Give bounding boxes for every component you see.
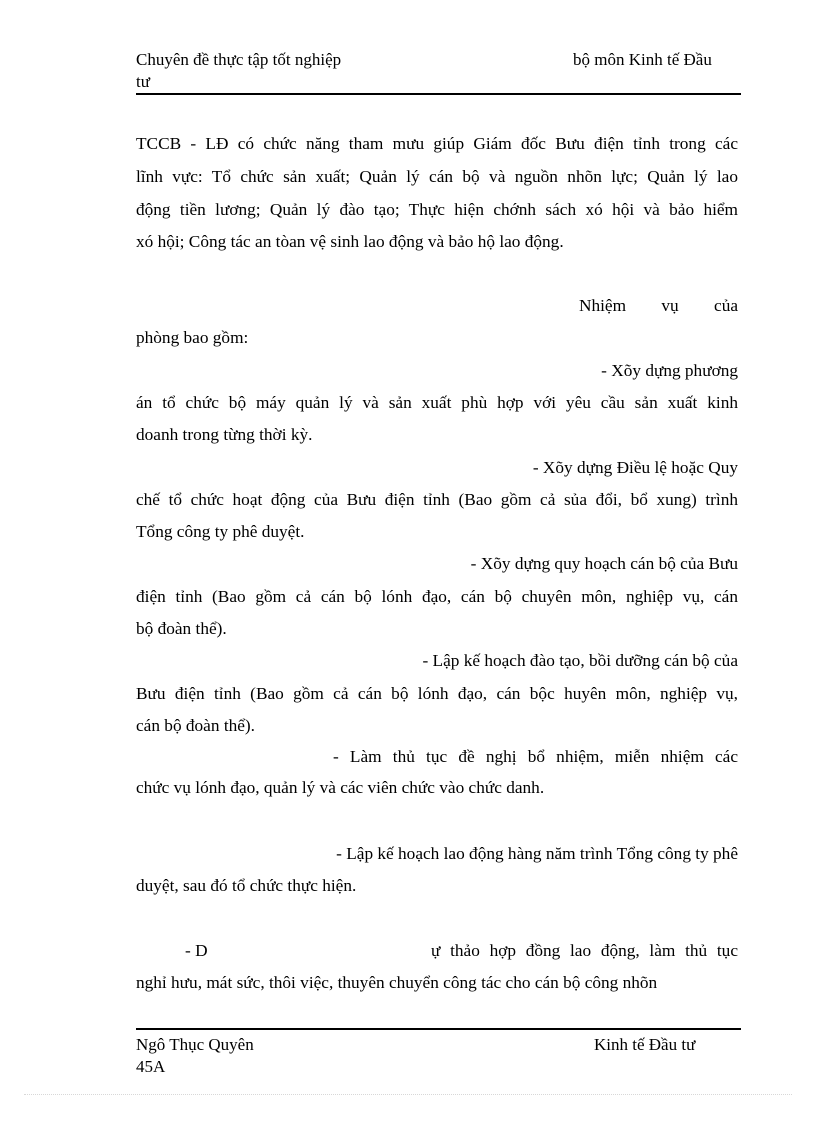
paragraph-line: chế tổ chức hoạt động của Bưu điện tỉnh (Bao gồm cả sủa đổi, bổ xung) trình xyxy=(136,490,738,509)
footer-author: Ngô Thục Quyên xyxy=(136,1035,254,1054)
footer-rule xyxy=(136,1028,741,1030)
paragraph-line: Nhiệm vụ của xyxy=(579,296,738,315)
header-rule xyxy=(136,93,741,95)
header-department: bộ môn Kinh tế Đầu xyxy=(573,50,712,69)
list-item-start: - Lập kế hoạch đào tạo, bồi dưỡng cán bộ của xyxy=(422,651,738,670)
paragraph-line: duyệt, sau đó tổ chức thực hiện. xyxy=(136,876,357,895)
footer-class: 45A xyxy=(136,1057,166,1076)
paragraph-line: TCCB - LĐ có chức năng tham mưu giúp Giám đốc Bưu điện tỉnh trong các xyxy=(136,134,738,153)
paragraph-line: lĩnh vực: Tổ chức sản xuất; Quản lý cán bộ và nguồn nhõn lực; Quản lý lao xyxy=(136,167,738,186)
list-item-continued: ự thảo hợp đồng lao động, làm thủ tục xyxy=(431,941,738,960)
paragraph-line: xó hội; Công tác an tòan vệ sinh lao động và bảo hộ lao động. xyxy=(136,232,564,251)
paragraph-line: chức vụ lónh đạo, quản lý và các viên chức vào chức danh. xyxy=(136,778,545,797)
paragraph-line: Tổng công ty phê duyệt. xyxy=(136,522,305,541)
list-item-start: - Lập kế hoạch lao động hàng năm trình Tổng công ty phê xyxy=(336,844,738,863)
page-bottom-edge xyxy=(24,1094,792,1095)
paragraph-line: Bưu điện tỉnh (Bao gồm cả cán bộ lónh đạo, cán bộc huyên môn, nghiệp vụ, xyxy=(136,684,738,703)
list-item-start: - Xõy dựng phương xyxy=(601,361,738,380)
paragraph-line: phòng bao gồm: xyxy=(136,328,249,347)
paragraph-line: doanh trong từng thời kỳ. xyxy=(136,425,313,444)
paragraph-line: động tiền lương; Quản lý đào tạo; Thực hiện chớnh sách xó hội và bảo hiểm xyxy=(136,200,738,219)
list-item-start: - D xyxy=(185,941,208,960)
paragraph-line: cán bộ đoàn thể). xyxy=(136,716,256,735)
list-item-start: - Làm thủ tục đề nghị bổ nhiệm, miễn nhiệm các xyxy=(333,747,738,766)
paragraph-line: bộ đoàn thể). xyxy=(136,619,227,638)
list-item-start: - Xõy dựng quy hoạch cán bộ của Bưu xyxy=(470,554,738,573)
header-title: Chuyên đề thực tập tốt nghiệp xyxy=(136,50,342,69)
header-title-continued: tư xyxy=(136,72,150,91)
paragraph-line: nghỉ hưu, mát sức, thôi việc, thuyên chuyển công tác cho cán bộ công nhõn xyxy=(136,973,658,992)
footer-department: Kinh tế Đầu tư xyxy=(594,1035,696,1054)
list-item-start: - Xõy dựng Điều lệ hoặc Quy xyxy=(532,458,738,477)
paragraph-line: điện tỉnh (Bao gồm cả cán bộ lónh đạo, cán bộ chuyên môn, nghiệp vụ, cán xyxy=(136,587,738,606)
paragraph-line: án tổ chức bộ máy quản lý và sản xuất phù hợp với yêu cầu sản xuất kinh xyxy=(136,393,738,412)
